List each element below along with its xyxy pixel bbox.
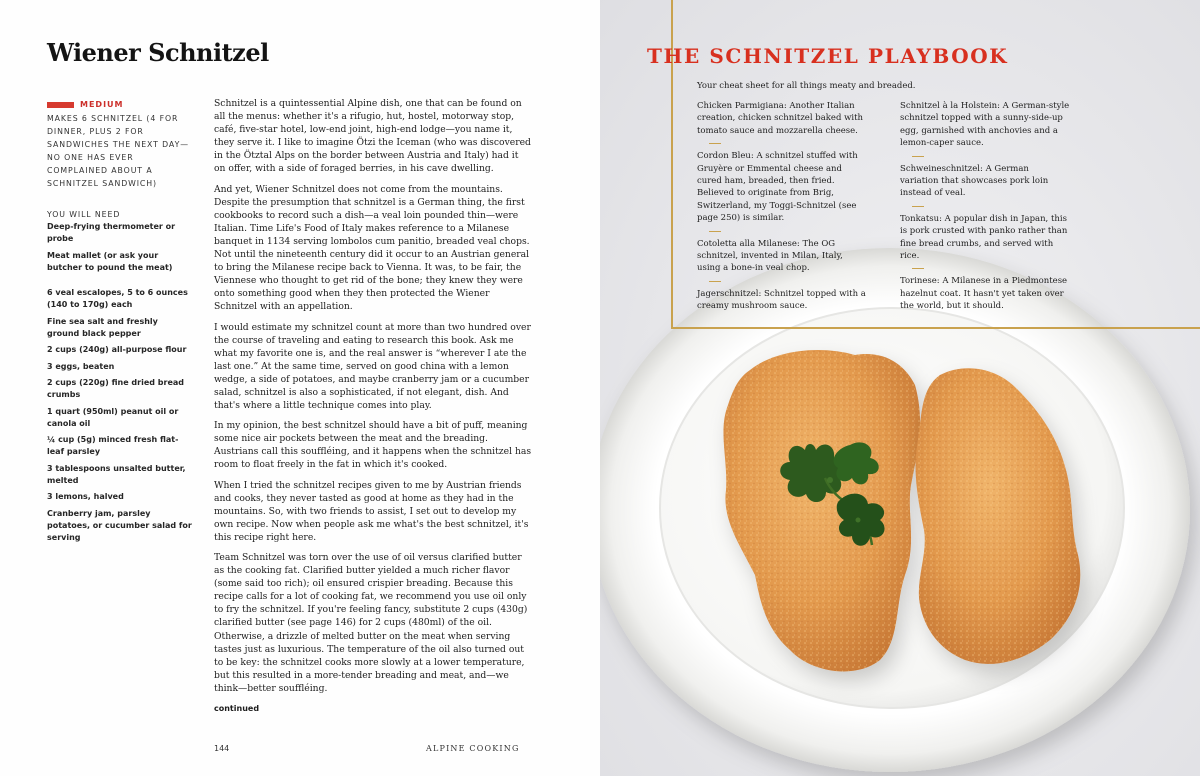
playbook-entry: Schweineschnitzel: A German variation that showcases pork loin instead of veal. bbox=[900, 163, 1070, 200]
ingredient-item: Fine sea salt and freshly ground black pepper bbox=[47, 316, 158, 338]
ingredient-item: 2 cups (240g) all-purpose flour bbox=[47, 345, 187, 354]
page-number: 144 bbox=[214, 744, 230, 753]
ingredient-item: 3 tablespoons unsalted butter, melted bbox=[47, 463, 186, 485]
ingredient-list bbox=[47, 287, 192, 544]
playbook-entry: Tonkatsu: A popular dish in Japan, this is pork crusted with panko rather than fine bread crumbs, and served with rice. bbox=[900, 213, 1070, 263]
playbook-title: THE SCHNITZEL PLAYBOOK bbox=[647, 44, 1009, 68]
recipe-sidebar bbox=[47, 100, 192, 548]
playbook-intro: Your cheat sheet for all things meaty and breaded. bbox=[697, 81, 916, 91]
body-paragraph: And yet, Wiener Schnitzel does not come from the mountains. Despite the presumption that schnitzel is a German thing, the first cookbooks to record such a dish—a veal loin pounded thin—were Italian. Time Life's Food of Italy makes reference to a Milanese banquet in 1134 serving lombolos cum panitio, breaded veal chops. Not until the nineteenth century did it occur to an Austrian general to bring the Milanese recipe back to Vienna. It was, to be fair, the Viennese who thought to get rid of the bone; they knew they were onto something good when they then protected the Wiener Schnitzel with an appellation. bbox=[214, 183, 530, 313]
playbook-entry: Schnitzel à la Holstein: A German-style schnitzel topped with a sunny-side-up egg, garnished with anchovies and a lemon-caper sauce. bbox=[900, 101, 1070, 149]
continued-label: continued bbox=[214, 704, 260, 714]
difficulty-label bbox=[47, 100, 192, 109]
ingredient-item: Cranberry jam, parsley potatoes, or cucumber salad for serving bbox=[47, 508, 192, 542]
you-will-need-heading: YOU WILL NEED bbox=[47, 210, 121, 219]
equipment-item: Deep-frying thermometer or probe bbox=[47, 222, 176, 243]
ingredient-item: 3 lemons, halved bbox=[47, 492, 124, 501]
playbook-column-1 bbox=[697, 100, 867, 326]
body-paragraph: Team Schnitzel was torn over the use of oil versus clarified butter as the cooking fat. Clarified butter yielded a much richer flavor (some said too rich); oil ensured crispier breading. Because this recipe calls for a lot of cooking fat, we recommend you use oil only to fry the schnitzel. If you're feeling fancy, substitute 2 cups (430g) clarified butter (see page 146) for 2 cups (480ml) of the oil. Otherwise, a drizzle of melted butter on the meat when serving tastes just as luxurious. The temperature of the oil also turned out to be key: the schnitzel cooks more slowly at a lower temperature, but this resulted in a more-tender breading and meat, and—we think—better souffléing. bbox=[214, 552, 528, 694]
playbook-entry: Torinese: A Milanese in a Piedmontese hazelnut coat. It hasn't yet taken over the world, but it should. bbox=[900, 276, 1068, 312]
recipe-title: Wiener Schnitzel bbox=[47, 38, 269, 67]
ingredient-item: 1 quart (950ml) peanut oil or canola oil bbox=[47, 406, 179, 428]
playbook-entry: Cordon Bleu: A schnitzel stuffed with Gruyère or Emmental cheese and cured ham, breaded, then fried. Believed to originate from Brig, Switzerland, my Toggi-Schnitzel (see page 250) is similar. bbox=[697, 150, 867, 224]
gold-frame-horizontal-rule bbox=[671, 327, 1200, 329]
playbook-column-2 bbox=[900, 100, 1070, 326]
equipment-item: Meat mallet (or ask your butcher to pound the meat) bbox=[47, 251, 173, 272]
body-paragraph: In my opinion, the best schnitzel should have a bit of puff, meaning some nice air pockets between the meat and the breading. Austrians call this souffléing, and it happens when the schnitzel has room to float freely in the fat in which it's cooked. bbox=[214, 420, 532, 471]
playbook-entry: Jagerschnitzel: Schnitzel topped with a creamy mushroom sauce. bbox=[697, 288, 866, 312]
body-paragraph: When I tried the schnitzel recipes given to me by Austrian friends and cooks, they never tasted as good at home as they had in the mountains. So, with two friends to assist, I set out to develop my own recipe. Now when people ask me what's the best schnitzel, it's this recipe right here. bbox=[214, 479, 529, 543]
recipe-body-text bbox=[214, 97, 532, 715]
playbook-entry: Chicken Parmigiana: Another Italian creation, chicken schnitzel baked with tomato sauce and mozzarella cheese. bbox=[697, 100, 867, 137]
running-head: ALPINE COOKING bbox=[426, 744, 520, 753]
body-paragraph: I would estimate my schnitzel count at more than two hundred over the course of traveling and eating to research this book. Ask me what my favorite one is, and the real answer is “wherever I ate the last one.” At the same time, served on good china with a lemon wedge, a side of potatoes, and maybe cranberry jam or a cucumber salad, schnitzel is also a sophisticated, if not elegant, dish. And that's where a little technique comes into play. bbox=[214, 321, 531, 412]
playbook-entry: Cotoletta alla Milanese: The OG schnitzel, invented in Milan, Italy, using a bone-in veal chop. bbox=[697, 238, 867, 275]
ingredient-item: 3 eggs, beaten bbox=[47, 361, 115, 371]
ingredient-item: ¼ cup (5g) minced fresh flat-leaf parsley bbox=[47, 435, 179, 456]
difficulty-bar-icon bbox=[47, 102, 74, 108]
body-paragraph: Schnitzel is a quintessential Alpine dish, one that can be found on all the menus: whether it's a rifugio, hut, hostel, motorway stop, café, five-star hotel, low-end joint, high-end lodge—you name it, they serve it. I like to imagine Ötzi the Iceman (who was discovered in the Ötztal Alps on the border between Austria and Italy) had it on offer, with a side of foraged berries, in his cave dwelling. bbox=[214, 98, 531, 175]
difficulty-text: MEDIUM bbox=[80, 100, 124, 109]
ingredient-item: 2 cups (220g) fine dried bread crumbs bbox=[47, 378, 184, 399]
recipe-yield: MAKES 6 SCHNITZEL (4 FOR DINNER, PLUS 2 FOR SANDWICHES THE NEXT DAY—NO ONE HAS EVER COMPLAINED ABOUT A SCHNITZEL SANDWICH) bbox=[47, 114, 189, 188]
equipment-list bbox=[47, 221, 192, 274]
ingredient-item: 6 veal escalopes, 5 to 6 ounces (140 to 170g) each bbox=[47, 288, 188, 309]
